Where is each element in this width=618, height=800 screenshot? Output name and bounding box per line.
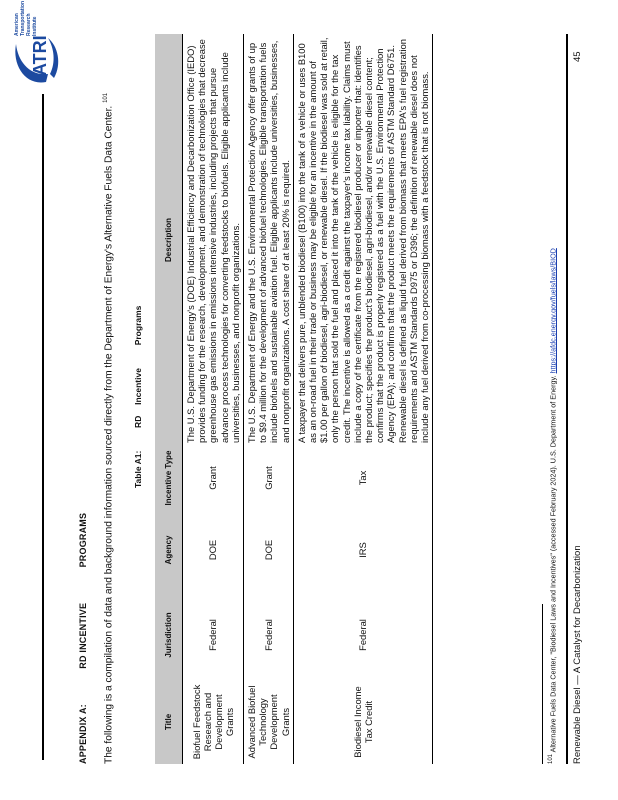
col-jurisdiction: Jurisdiction <box>155 590 183 680</box>
logo-subtitle: American Transportation Research Institute <box>14 0 38 36</box>
col-agency: Agency <box>155 510 183 590</box>
table-row <box>293 34 432 764</box>
cell-jurisdiction: Federal <box>244 590 294 680</box>
cell-jurisdiction: Federal <box>183 590 244 680</box>
page-number: 45 <box>572 51 583 62</box>
footnote <box>547 24 557 764</box>
header-rule <box>42 94 44 760</box>
cell-type: Grant <box>244 446 294 510</box>
intro-paragraph <box>100 74 115 764</box>
table-caption <box>133 306 143 488</box>
logo-text: ATRI <box>30 35 50 76</box>
cell-title: Biofuel Feedstock Research and Development Grants <box>183 680 244 764</box>
table-row <box>244 34 294 764</box>
intro-text: The following is a compilation of data and background information sourced directly from the Department of Energy's Alternative Fuels Data Center. <box>103 105 115 764</box>
cell-title: Biodiesel Income Tax Credit <box>293 680 432 764</box>
col-description: Description <box>155 34 183 446</box>
cell-type: Tax <box>293 446 432 510</box>
atri-logo <box>8 0 70 88</box>
table-caption-a: RD <box>133 415 143 428</box>
cell-agency: IRS <box>293 510 432 590</box>
appendix-prefix: APPENDIX A: <box>78 704 88 764</box>
table-caption-prefix: Table A1: <box>133 450 143 488</box>
appendix-word1: RD INCENTIVE <box>78 602 88 669</box>
incentives-table <box>155 34 433 764</box>
footer-title: Renewable Diesel — A Catalyst for Decarbonization <box>572 545 583 764</box>
cell-jurisdiction: Federal <box>293 590 432 680</box>
appendix-word2: PROGRAMS <box>78 512 88 568</box>
cell-type: Grant <box>183 446 244 510</box>
footnote-link[interactable]: https://afdc.energy.gov/fuels/laws/BIOD <box>548 248 558 374</box>
cell-description: The U.S. Department of Energy's (DOE) Industrial Efficiency and Decarbonization Office (IEDO) provides funding for the research, development, and demonstration of technologies that decrease greenhouse gas emissions in emissions intensive industries, including projects that pursue advance process technologies for converting feedstocks to biofuels. Eligible applicants include universities, businesses, and nonprofit organizations. <box>183 34 244 446</box>
footnote-rule <box>542 604 543 764</box>
table-header-row <box>155 34 183 764</box>
footnote-text: Alternative Fuels Data Center, "Biodiesel Laws and Incentives" (accessed February 2024). U.S. Department of Energy. <box>548 375 558 753</box>
cell-agency: DOE <box>244 510 294 590</box>
table-caption-b: Incentive <box>133 368 143 405</box>
cell-description: The U.S. Department of Energy and the U.S. Environmental Protection Agency offer grants of up to $9.4 million for the development of advanced biofuel technologies. Eligible transportation fuels include biofuels and sustainable aviation fuel. Eligible applicants include universities, businesses, and nonprofit organizations. A cost share of at least 20% is required. <box>244 34 294 446</box>
cell-agency: DOE <box>183 510 244 590</box>
intro-footnote-ref: 101 <box>103 92 109 103</box>
cell-description: A taxpayer that delivers pure, unblended biodiesel (B100) into the tank of a vehicle or uses B100 as an on-road fuel in their trade or business may be eligible for an incentive in the amount of $1.00 per gallon of biodiesel, agri-biodiesel, or renewable diesel. If the biodiesel was sold at retail, only the person that sold the fuel and placed it into the tank of the vehicle is eligible for the tax credit. The incentive is allowed as a credit against the taxpayer's income tax liability. Claims must include a copy of the certificate from the registered biodiesel producer or importer that: identifies the product; specifies the product's biodiesel, agri-biodiesel, and/or renewable diesel content; confirms that the product is properly registered as a fuel with the U.S. Environmental Protection Agency (EPA); and confirms that the product meets the requirements of ASTM Standard D6751. Renewable diesel is defined as liquid fuel derived from biomass that meets EPA's fuel registration requirements and ASTM Standards D975 or D396; the definition of renewable diesel does not include any fuel derived from co-processing biomass with a feedstock that is not biomass. <box>293 34 432 446</box>
table-row <box>183 34 244 764</box>
footer-rule <box>566 34 568 764</box>
col-title: Title <box>155 680 183 764</box>
table-caption-c: Programs <box>133 305 143 346</box>
col-incentive-type: Incentive Type <box>155 446 183 510</box>
cell-title: Advanced Biofuel Technology Development Grants <box>244 680 294 764</box>
atri-swoosh-icon <box>8 34 66 88</box>
footnote-number: 101 <box>548 753 554 764</box>
appendix-heading <box>78 513 88 764</box>
